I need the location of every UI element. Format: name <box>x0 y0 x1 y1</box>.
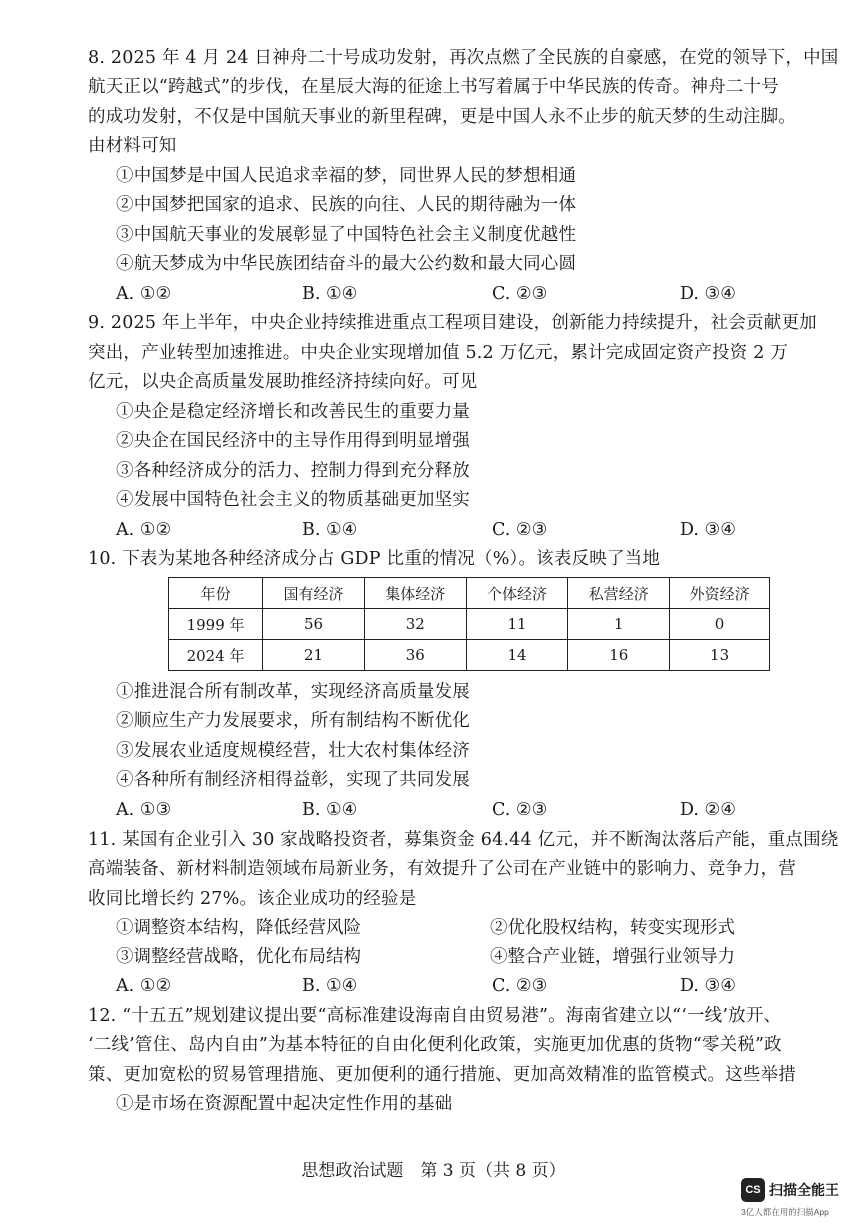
table-cell: 36 <box>364 640 466 671</box>
q10-choice-a: A. ①③ <box>116 800 172 820</box>
table-row <box>169 640 770 671</box>
q10-option-4: ④各种所有制经济相得益彰，实现了共同发展 <box>116 770 470 790</box>
q8-choices <box>116 280 836 308</box>
q10-choices <box>116 796 836 824</box>
q11-stem-line-2: 高端装备、新材料制造领域布局新业务，有效提升了公司在产业链中的影响力、竞争力，营 <box>88 859 796 879</box>
q8-stem-line-2: 航天正以“跨越式”的步伐，在星辰大海的征途上书写着属于中华民族的传奇。神舟二十号 <box>88 77 779 97</box>
q8-stem-line-1: 8. 2025 年 4 月 24 日神舟二十号成功发射，再次点燃了全民族的自豪感，在党的领导下，中国 <box>88 48 839 68</box>
q8-choice-b: B. ①④ <box>302 284 358 304</box>
q10-option-3: ③发展农业适度规模经营，壮大农村集体经济 <box>116 741 470 761</box>
table-cell: 11 <box>466 609 568 640</box>
q9-option-1: ①央企是稳定经济增长和改善民生的重要力量 <box>116 402 470 422</box>
q12-stem-line-3: 策、更加宽松的贸易管理措施、更加便利的通行措施、更加高效精准的监管模式。这些举措 <box>88 1065 796 1085</box>
q12-stem-line-1: 12. “十五五”规划建议提出要“高标准建设海南自由贸易港”。海南省建立以“‘一线’放开、 <box>88 1006 782 1026</box>
q9-choice-b: B. ①④ <box>302 520 358 540</box>
q11-choice-b: B. ①④ <box>302 976 358 996</box>
q8-option-2: ②中国梦把国家的追求、民族的向往、人民的期待融为一体 <box>116 195 577 215</box>
q11-option-1: ①调整资本结构，降低经营风险 <box>116 918 361 938</box>
table-cell: 56 <box>263 609 365 640</box>
q11-stem-line-3: 收同比增长约 27%。该企业成功的经验是 <box>88 889 417 909</box>
q8-stem-line-3: 的成功发射，不仅是中国航天事业的新里程碑，更是中国人永不止步的航天梦的生动注脚。 <box>88 107 796 127</box>
q9-stem-line-1: 9. 2025 年上半年，中央企业持续推进重点工程项目建设，创新能力持续提升，社会贡献更加 <box>88 313 817 333</box>
table-cell: 13 <box>670 640 770 671</box>
table-header-cell: 集体经济 <box>364 578 466 609</box>
q11-stem-line-1: 11. 某国有企业引入 30 家战略投资者，募集资金 64.44 亿元，并不断淘汰落后产能，重点围绕 <box>88 830 839 850</box>
q12-option-1: ①是市场在资源配置中起决定性作用的基础 <box>116 1094 453 1114</box>
q8-stem-line-4: 由材料可知 <box>88 136 177 156</box>
q8-choice-a: A. ①② <box>116 284 172 304</box>
q11-choice-c: C. ②③ <box>492 976 548 996</box>
q10-choice-d: D. ②④ <box>680 800 736 820</box>
table-row <box>169 609 770 640</box>
q9-option-2: ②央企在国民经济中的主导作用得到明显增强 <box>116 431 470 451</box>
page-footer: 思想政治试题 第 3 页（共 8 页） <box>301 1161 566 1181</box>
q8-option-4: ④航天梦成为中华民族团结奋斗的最大公约数和最大同心圆 <box>116 254 577 274</box>
q8-choice-c: C. ②③ <box>492 284 548 304</box>
q10-option-1: ①推进混合所有制改革，实现经济高质量发展 <box>116 682 470 702</box>
table-header-cell: 国有经济 <box>263 578 365 609</box>
camscanner-logo-icon: CS <box>741 1178 765 1202</box>
q9-choice-d: D. ③④ <box>680 520 736 540</box>
table-cell: 14 <box>466 640 568 671</box>
table-header-cell: 个体经济 <box>466 578 568 609</box>
table-header-cell: 年份 <box>169 578 263 609</box>
q12-stem-line-2: ‘二线’管住、岛内自由”为基本特征的自由化便利化政策，实施更加优惠的货物“零关税”政 <box>88 1035 782 1055</box>
q11-choice-d: D. ③④ <box>680 976 736 996</box>
watermark-app-name: 扫描全能王 <box>769 1182 839 1198</box>
q10-stem: 10. 下表为某地各种经济成分占 GDP 比重的情况（%）。该表反映了当地 <box>88 549 661 569</box>
table-cell: 1999 年 <box>169 609 263 640</box>
q10-choice-b: B. ①④ <box>302 800 358 820</box>
q9-choices <box>116 516 836 544</box>
q8-option-3: ③中国航天事业的发展彰显了中国特色社会主义制度优越性 <box>116 225 577 245</box>
table-cell: 16 <box>568 640 670 671</box>
table-cell: 21 <box>263 640 365 671</box>
q9-option-4: ④发展中国特色社会主义的物质基础更加坚实 <box>116 490 470 510</box>
watermark-tagline: 3亿人都在用的扫描App <box>741 1207 829 1217</box>
q10-economy-table <box>168 577 770 671</box>
q9-choice-c: C. ②③ <box>492 520 548 540</box>
table-cell: 1 <box>568 609 670 640</box>
q9-stem-line-2: 突出，产业转型加速推进。中央企业实现增加值 5.2 万亿元，累计完成固定资产投资 2 万 <box>88 343 789 363</box>
q11-choice-a: A. ①② <box>116 976 172 996</box>
q11-option-4: ④整合产业链，增强行业领导力 <box>490 947 735 967</box>
q8-choice-d: D. ③④ <box>680 284 736 304</box>
scanner-watermark <box>741 1178 853 1224</box>
q11-option-2: ②优化股权结构，转变实现形式 <box>490 918 735 938</box>
q9-choice-a: A. ①② <box>116 520 172 540</box>
q9-option-3: ③各种经济成分的活力、控制力得到充分释放 <box>116 461 470 481</box>
table-cell: 0 <box>670 609 770 640</box>
q11-choices <box>116 972 836 1000</box>
table-cell: 32 <box>364 609 466 640</box>
q10-option-2: ②顺应生产力发展要求，所有制结构不断优化 <box>116 711 470 731</box>
q11-option-3: ③调整经营战略，优化布局结构 <box>116 947 361 967</box>
table-header-row <box>169 578 770 609</box>
q10-choice-c: C. ②③ <box>492 800 548 820</box>
table-header-cell: 外资经济 <box>670 578 770 609</box>
q9-stem-line-3: 亿元，以央企高质量发展助推经济持续向好。可见 <box>88 372 478 392</box>
q8-option-1: ①中国梦是中国人民追求幸福的梦，同世界人民的梦想相通 <box>116 166 577 186</box>
table-cell: 2024 年 <box>169 640 263 671</box>
table-header-cell: 私营经济 <box>568 578 670 609</box>
